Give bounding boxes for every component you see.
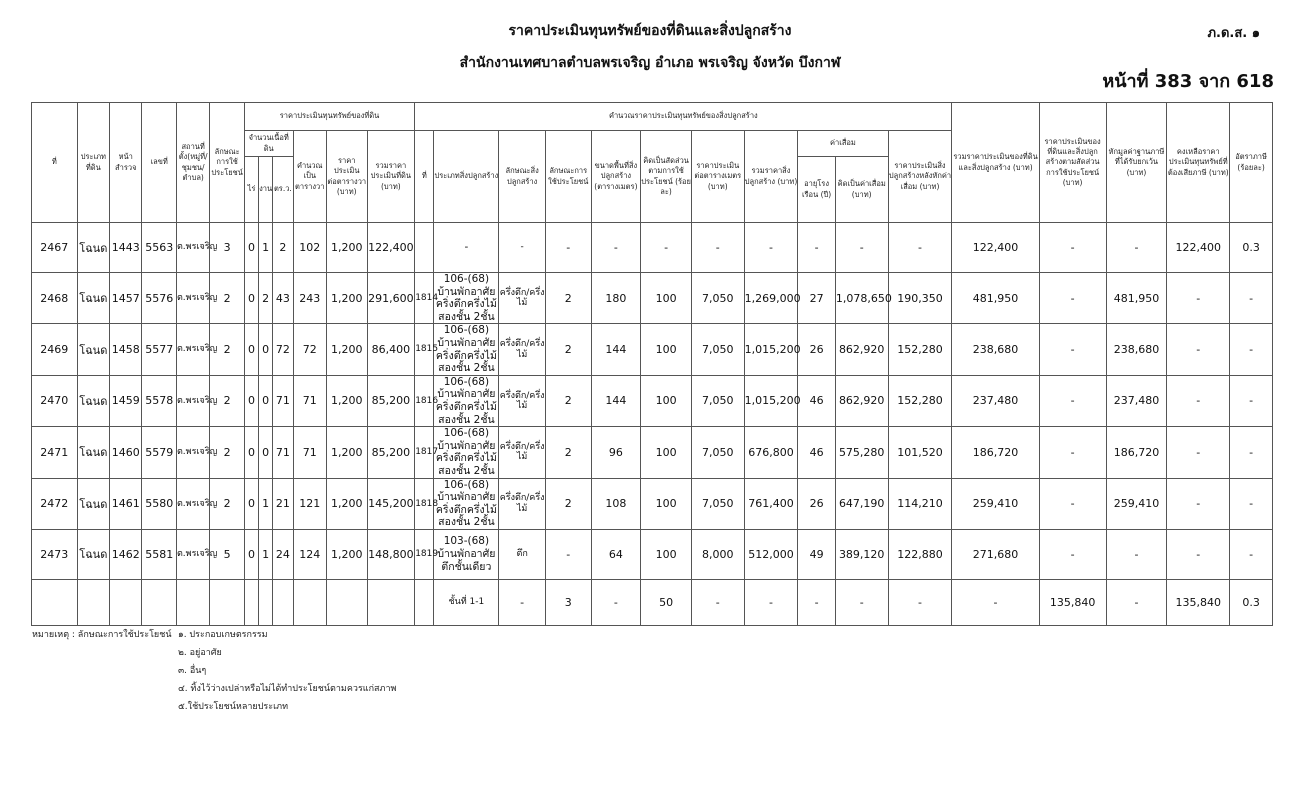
- cell-b-total: 1,015,200: [744, 324, 798, 375]
- total-cell-deduction: -: [1106, 579, 1167, 625]
- cell-rai: 0: [244, 529, 258, 579]
- cell-b-price-sqm: 7,050: [691, 478, 744, 529]
- table-row: [32, 529, 1273, 579]
- cell-by-ratio: -: [1039, 529, 1106, 579]
- total-cell-grand-total: -: [952, 579, 1039, 625]
- cell-usage: 3: [210, 223, 244, 273]
- cell-b-price-sqm: 7,050: [691, 324, 744, 375]
- cell-b-usage: -: [545, 223, 591, 273]
- cell-tax-rate: 0.3: [1230, 223, 1273, 273]
- cell-b-type: 106-(68) บ้านพักอาศัยคริ่งตึกครึ่งไม้สองชั้น 2ชั้น: [435, 427, 497, 477]
- cell-b-usage: 2: [545, 478, 591, 529]
- cell-survey-page: 1460: [110, 427, 142, 478]
- cell-remaining: -: [1167, 375, 1230, 426]
- total-cell-price-per-sqwa: [326, 579, 367, 625]
- total-cell-remaining: 135,840: [1167, 579, 1230, 625]
- cell-deduction: 238,680: [1106, 324, 1167, 375]
- cell-location: ต.พรเจริญ: [176, 324, 209, 375]
- cell-by-ratio: -: [1039, 478, 1106, 529]
- col-number: เลขที่: [142, 103, 176, 223]
- cell-deduction: 186,720: [1106, 427, 1167, 478]
- cell-number: 5581: [142, 529, 176, 579]
- cell-tax-rate: -: [1230, 427, 1273, 478]
- cell-remaining: -: [1167, 427, 1230, 478]
- table-row: [32, 324, 1273, 375]
- cell-sqwa: 71: [273, 427, 293, 478]
- total-cell-b-total: -: [744, 579, 798, 625]
- total-cell-sqwa: [273, 579, 293, 625]
- total-cell-tax-rate: 0.3: [1230, 579, 1273, 625]
- cell-land-type: โฉนด: [77, 375, 109, 426]
- cell-number: 5579: [142, 427, 176, 478]
- cell-grand-total: 259,410: [952, 478, 1039, 529]
- cell-land-type: โฉนด: [77, 427, 109, 478]
- cell-b-area: 96: [591, 427, 641, 478]
- col-b-no: ที่: [415, 131, 434, 223]
- cell-b-type: 106-(68) บ้านพักอาศัยคริ่งตึกครึ่งไม้สองชั้น 2ชั้น: [435, 324, 497, 375]
- cell-deduction: 481,950: [1106, 273, 1167, 324]
- total-cell-b-usage: 3: [545, 579, 591, 625]
- cell-b-area: 144: [591, 375, 641, 426]
- cell-b-no: 1819: [415, 529, 434, 579]
- cell-b-area: 108: [591, 478, 641, 529]
- cell-land-total: 145,200: [367, 478, 415, 529]
- cell-b-usage: 2: [545, 324, 591, 375]
- col-b-usage: ลักษณะการใช้ประโยชน์: [545, 131, 591, 223]
- cell-usage: 2: [210, 427, 244, 478]
- col-remaining: คงเหลือราคาประเมินทุนทรัพย์ที่ต้องเสียภาษี (บาท): [1167, 103, 1230, 223]
- cell-b-ratio: 100: [641, 375, 692, 426]
- col-b-after-dep: ราคาประเมินสิ่งปลูกสร้างหลังหักค่าเสื่อม (บาท): [888, 131, 952, 223]
- cell-number: 5577: [142, 324, 176, 375]
- cell-b-price-sqm: 7,050: [691, 427, 744, 478]
- total-cell-b-after-dep: -: [888, 579, 952, 625]
- col-b-price-sqm: ราคาประเมินต่อตารางเมตร (บาท): [691, 131, 744, 223]
- cell-remaining: 122,400: [1167, 223, 1230, 273]
- cell-b-total: 1,269,000: [744, 273, 798, 324]
- cell-rai: 0: [244, 324, 258, 375]
- col-b-dep: คิดเป็นค่าเสื่อม (บาท): [835, 157, 888, 223]
- cell-by-ratio: -: [1039, 375, 1106, 426]
- cell-b-ratio: 100: [641, 324, 692, 375]
- cell-price-per-sqwa: 1,200: [326, 324, 367, 375]
- cell-b-age: 27: [798, 273, 836, 324]
- cell-no: 2468: [32, 273, 78, 324]
- cell-by-ratio: -: [1039, 427, 1106, 478]
- total-cell-ngan: [259, 579, 273, 625]
- cell-number: 5580: [142, 478, 176, 529]
- cell-no: 2471: [32, 427, 78, 478]
- cell-ngan: 1: [259, 478, 273, 529]
- cell-ngan: 1: [259, 223, 273, 273]
- col-b-type: ประเภทสิ่งปลูกสร้าง: [434, 131, 499, 223]
- cell-b-total: 512,000: [744, 529, 798, 579]
- group-land: ราคาประเมินทุนทรัพย์ของที่ดิน: [244, 103, 414, 131]
- col-usage: ลักษณะการใช้ประโยชน์: [210, 103, 244, 223]
- cell-land-type: โฉนด: [77, 529, 109, 579]
- document-subtitle: สำนักงานเทศบาลตำบลพรเจริญ อำเภอ พรเจริญ จังหวัด บึงกาฬ: [459, 55, 841, 71]
- cell-b-ratio: 100: [641, 478, 692, 529]
- cell-b-kind: ครึ่งตึก/ครึ่งไม้: [499, 375, 546, 426]
- cell-price-per-sqwa: 1,200: [326, 478, 367, 529]
- cell-b-type: 106-(68) บ้านพักอาศัยคริ่งตึกครึ่งไม้สองชั้น 2ชั้น: [435, 375, 497, 426]
- col-price-per-sqwa: ราคาประเมินต่อตารางวา (บาท): [326, 131, 367, 223]
- cell-no: 2473: [32, 529, 78, 579]
- col-by-ratio: ราคาประเมินของที่ดินและสิ่งปลูกสร้างตามสัดส่วนการใช้ประโยชน์ (บาท): [1039, 103, 1106, 223]
- cell-price-per-sqwa: 1,200: [326, 375, 367, 426]
- col-b-total: รวมราคาสิ่งปลูกสร้าง (บาท): [744, 131, 798, 223]
- table-row: [32, 273, 1273, 324]
- cell-b-age: -: [798, 223, 836, 273]
- notes: [32, 626, 396, 716]
- cell-remaining: -: [1167, 324, 1230, 375]
- cell-b-dep: 862,920: [835, 324, 888, 375]
- cell-b-kind: ครึ่งตึก/ครึ่งไม้: [499, 478, 546, 529]
- col-no: ที่: [32, 103, 78, 223]
- cell-b-area: 180: [591, 273, 641, 324]
- col-b-area: ขนาดพื้นที่สิ่งปลูกสร้าง (ตารางเมตร): [591, 131, 641, 223]
- group-building: คำนวณราคาประเมินทุนทรัพย์ของสิ่งปลูกสร้าง: [415, 103, 952, 131]
- cell-b-after-dep: 122,880: [888, 529, 952, 579]
- cell-b-total: 676,800: [744, 427, 798, 478]
- table-row: [32, 375, 1273, 426]
- cell-calc-sqwa: 71: [293, 375, 326, 426]
- cell-tax-rate: -: [1230, 529, 1273, 579]
- note-text: ๕.ใช้ประโยชน์หลายประเภท: [178, 702, 289, 712]
- note-text: ๔. ทิ้งไว้ว่างเปล่าหรือไม่ได้ทำประโยชน์ตามควรแก่สภาพ: [178, 684, 397, 694]
- cell-b-area: 64: [591, 529, 641, 579]
- cell-land-type: โฉนด: [77, 223, 109, 273]
- cell-b-ratio: 100: [641, 427, 692, 478]
- total-cell-rai: [244, 579, 258, 625]
- cell-b-kind: ตึก: [499, 529, 546, 579]
- cell-by-ratio: -: [1039, 273, 1106, 324]
- col-b-kind: ลักษณะสิ่งปลูกสร้าง: [499, 131, 546, 223]
- cell-b-total: -: [744, 223, 798, 273]
- cell-land-type: โฉนด: [77, 273, 109, 324]
- cell-b-type: -: [434, 223, 499, 273]
- cell-b-usage: 2: [545, 427, 591, 478]
- cell-b-after-dep: 101,520: [888, 427, 952, 478]
- cell-sqwa: 71: [273, 375, 293, 426]
- col-ngan: งาน: [259, 157, 273, 223]
- col-b-ratio: คิดเป็นสัดส่วนตามการใช้ประโยชน์ (ร้อยละ): [641, 131, 692, 223]
- cell-tax-rate: -: [1230, 478, 1273, 529]
- cell-ngan: 0: [259, 427, 273, 478]
- cell-grand-total: 238,680: [952, 324, 1039, 375]
- total-cell-number: [142, 579, 176, 625]
- cell-tax-rate: -: [1230, 273, 1273, 324]
- cell-b-after-dep: 190,350: [888, 273, 952, 324]
- cell-land-total: 148,800: [367, 529, 415, 579]
- cell-b-dep: 389,120: [835, 529, 888, 579]
- cell-deduction: -: [1106, 529, 1167, 579]
- cell-no: 2470: [32, 375, 78, 426]
- total-cell-calc-sqwa: [293, 579, 326, 625]
- cell-price-per-sqwa: 1,200: [326, 273, 367, 324]
- cell-ngan: 0: [259, 324, 273, 375]
- cell-tax-rate: -: [1230, 375, 1273, 426]
- total-cell-survey-page: [110, 579, 142, 625]
- document-title: ราคาประเมินทุนทรัพย์ของที่ดินและสิ่งปลูกสร้าง: [508, 23, 792, 39]
- cell-b-total: 1,015,200: [744, 375, 798, 426]
- cell-location: ต.พรเจริญ: [176, 223, 209, 273]
- cell-land-total: 291,600: [367, 273, 415, 324]
- cell-grand-total: 481,950: [952, 273, 1039, 324]
- cell-calc-sqwa: 72: [293, 324, 326, 375]
- cell-by-ratio: -: [1039, 324, 1106, 375]
- cell-remaining: -: [1167, 478, 1230, 529]
- total-cell-b-area: -: [591, 579, 641, 625]
- cell-grand-total: 271,680: [952, 529, 1039, 579]
- cell-b-no: [415, 223, 434, 273]
- cell-usage: 2: [210, 273, 244, 324]
- col-land-total: รวมราคาประเมินที่ดิน (บาท): [367, 131, 415, 223]
- cell-b-kind: ครึ่งตึก/ครึ่งไม้: [499, 324, 546, 375]
- cell-remaining: -: [1167, 529, 1230, 579]
- total-cell-usage: [210, 579, 244, 625]
- note-item: [32, 626, 396, 644]
- cell-ngan: 1: [259, 529, 273, 579]
- cell-land-total: 85,200: [367, 375, 415, 426]
- page-info: หน้าที่ 383 จาก 618: [1102, 71, 1274, 92]
- cell-b-age: 46: [798, 375, 836, 426]
- cell-b-after-dep: 152,280: [888, 375, 952, 426]
- note-text: ๓. อื่นๆ: [178, 666, 207, 676]
- cell-survey-page: 1458: [110, 324, 142, 375]
- cell-b-dep: 647,190: [835, 478, 888, 529]
- cell-usage: 5: [210, 529, 244, 579]
- cell-number: 5578: [142, 375, 176, 426]
- cell-b-dep: 1,078,650: [835, 273, 888, 324]
- note-item: [32, 680, 396, 698]
- cell-deduction: 237,480: [1106, 375, 1167, 426]
- cell-b-age: 26: [798, 478, 836, 529]
- cell-price-per-sqwa: 1,200: [326, 223, 367, 273]
- table-row: [32, 427, 1273, 478]
- cell-usage: 2: [210, 375, 244, 426]
- cell-b-ratio: 100: [641, 273, 692, 324]
- cell-usage: 2: [210, 478, 244, 529]
- total-cell-b-type: ชั้นที่ 1-1: [434, 579, 499, 625]
- cell-b-kind: ครึ่งตึก/ครึ่งไม้: [499, 273, 546, 324]
- cell-b-type: 103-(68) บ้านพักอาศัยตึกชั้นเดียว: [434, 529, 499, 579]
- cell-survey-page: 1443: [110, 223, 142, 273]
- cell-calc-sqwa: 121: [293, 478, 326, 529]
- cell-b-price-sqm: 7,050: [691, 273, 744, 324]
- cell-b-after-dep: -: [888, 223, 952, 273]
- cell-b-usage: 2: [545, 273, 591, 324]
- notes-prefix: หมายเหตุ : ลักษณะการใช้ประโยชน์: [32, 630, 172, 640]
- cell-b-kind: ครึ่งตึก/ครึ่งไม้: [499, 427, 546, 478]
- cell-grand-total: 186,720: [952, 427, 1039, 478]
- col-rai: ไร่: [244, 157, 258, 223]
- cell-b-no: 1814: [415, 273, 434, 324]
- cell-b-type: 106-(68) บ้านพักอาศัยคริ่งตึกครึ่งไม้สองชั้น 2ชั้น: [435, 478, 497, 529]
- cell-b-total: 761,400: [744, 478, 798, 529]
- cell-b-age: 26: [798, 324, 836, 375]
- cell-b-dep: 862,920: [835, 375, 888, 426]
- cell-calc-sqwa: 124: [293, 529, 326, 579]
- cell-rai: 0: [244, 273, 258, 324]
- cell-usage: 2: [210, 324, 244, 375]
- cell-b-usage: -: [545, 529, 591, 579]
- cell-b-area: 144: [591, 324, 641, 375]
- cell-rai: 0: [244, 427, 258, 478]
- col-deduction: หักมูลค่าฐานภาษีที่ได้รับยกเว้น (บาท): [1106, 103, 1167, 223]
- col-calc-sqwa: คำนวณเป็นตารางวา: [293, 131, 326, 223]
- note-item: [32, 662, 396, 680]
- cell-b-price-sqm: -: [691, 223, 744, 273]
- table-row: [32, 223, 1273, 273]
- col-survey-page: หน้าสำรวจ: [110, 103, 142, 223]
- cell-b-dep: -: [835, 223, 888, 273]
- cell-calc-sqwa: 243: [293, 273, 326, 324]
- cell-grand-total: 122,400: [952, 223, 1039, 273]
- total-cell-b-age: -: [798, 579, 836, 625]
- cell-no: 2472: [32, 478, 78, 529]
- cell-deduction: -: [1106, 223, 1167, 273]
- total-cell-location: [176, 579, 209, 625]
- cell-survey-page: 1459: [110, 375, 142, 426]
- cell-land-total: 86,400: [367, 324, 415, 375]
- cell-b-price-sqm: 7,050: [691, 375, 744, 426]
- col-land-type: ประเภทที่ดิน: [77, 103, 109, 223]
- total-cell-b-dep: -: [835, 579, 888, 625]
- cell-land-type: โฉนด: [77, 478, 109, 529]
- cell-location: ต.พรเจริญ: [176, 529, 209, 579]
- cell-number: 5576: [142, 273, 176, 324]
- col-tax-rate: อัตราภาษี (ร้อยละ): [1230, 103, 1273, 223]
- total-cell-b-ratio: 50: [641, 579, 692, 625]
- cell-ngan: 0: [259, 375, 273, 426]
- cell-b-kind: -: [499, 223, 546, 273]
- cell-no: 2467: [32, 223, 78, 273]
- cell-survey-page: 1462: [110, 529, 142, 579]
- cell-sqwa: 2: [273, 223, 293, 273]
- cell-b-ratio: 100: [641, 529, 692, 579]
- cell-b-price-sqm: 8,000: [691, 529, 744, 579]
- table-row: [32, 478, 1273, 529]
- cell-b-usage: 2: [545, 375, 591, 426]
- cell-location: ต.พรเจริญ: [176, 273, 209, 324]
- cell-b-no: 1816: [415, 375, 434, 426]
- cell-sqwa: 21: [273, 478, 293, 529]
- cell-no: 2469: [32, 324, 78, 375]
- cell-survey-page: 1457: [110, 273, 142, 324]
- total-cell-b-kind: -: [499, 579, 546, 625]
- cell-by-ratio: -: [1039, 223, 1106, 273]
- cell-grand-total: 237,480: [952, 375, 1039, 426]
- total-cell-b-price-sqm: -: [691, 579, 744, 625]
- cell-b-after-dep: 152,280: [888, 324, 952, 375]
- cell-price-per-sqwa: 1,200: [326, 427, 367, 478]
- col-grand-total: รวมราคาประเมินของที่ดินและสิ่งปลูกสร้าง (บาท): [952, 103, 1039, 223]
- form-code: ภ.ด.ส. ๑: [1207, 26, 1260, 41]
- total-cell-no: [32, 579, 78, 625]
- cell-b-age: 46: [798, 427, 836, 478]
- cell-b-after-dep: 114,210: [888, 478, 952, 529]
- cell-land-type: โฉนด: [77, 324, 109, 375]
- cell-survey-page: 1461: [110, 478, 142, 529]
- note-text: ๒. อยู่อาศัย: [178, 648, 222, 658]
- cell-location: ต.พรเจริญ: [176, 375, 209, 426]
- cell-b-no: 1815: [415, 324, 434, 375]
- cell-calc-sqwa: 102: [293, 223, 326, 273]
- cell-b-area: -: [591, 223, 641, 273]
- cell-b-no: 1818: [415, 478, 434, 529]
- cell-location: ต.พรเจริญ: [176, 478, 209, 529]
- cell-location: ต.พรเจริญ: [176, 427, 209, 478]
- total-cell-b-no: [415, 579, 434, 625]
- total-row: [32, 579, 1273, 625]
- cell-rai: 0: [244, 223, 258, 273]
- cell-b-no: 1817: [415, 427, 434, 478]
- cell-land-total: 85,200: [367, 427, 415, 478]
- cell-tax-rate: -: [1230, 324, 1273, 375]
- cell-b-dep: 575,280: [835, 427, 888, 478]
- cell-sqwa: 72: [273, 324, 293, 375]
- cell-rai: 0: [244, 375, 258, 426]
- cell-number: 5563: [142, 223, 176, 273]
- cell-deduction: 259,410: [1106, 478, 1167, 529]
- cell-b-ratio: -: [641, 223, 692, 273]
- total-cell-land-total: [367, 579, 415, 625]
- col-sqwa: ตร.ว.: [273, 157, 293, 223]
- group-depreciation: ค่าเสื่อม: [798, 131, 888, 157]
- col-b-age: อายุโรงเรือน (ปี): [798, 157, 836, 223]
- cell-rai: 0: [244, 478, 258, 529]
- note-item: [32, 698, 396, 716]
- cell-sqwa: 24: [273, 529, 293, 579]
- cell-remaining: -: [1167, 273, 1230, 324]
- assessment-table: [31, 102, 1273, 626]
- cell-ngan: 2: [259, 273, 273, 324]
- total-cell-land-type: [77, 579, 109, 625]
- cell-price-per-sqwa: 1,200: [326, 529, 367, 579]
- group-land-area: จำนวนเนื้อที่ดิน: [244, 131, 293, 157]
- cell-b-age: 49: [798, 529, 836, 579]
- col-location: สถานที่ตั้ง(หมู่ที่/ชุมชน/ตำบล): [176, 103, 209, 223]
- total-cell-by-ratio: 135,840: [1039, 579, 1106, 625]
- note-item: [32, 644, 396, 662]
- cell-land-total: 122,400: [367, 223, 415, 273]
- cell-b-type: 106-(68) บ้านพักอาศัยคริ่งตึกครึ่งไม้สองชั้น 2ชั้น: [435, 273, 497, 323]
- cell-sqwa: 43: [273, 273, 293, 324]
- cell-calc-sqwa: 71: [293, 427, 326, 478]
- note-text: ๑. ประกอบเกษตรกรรม: [178, 630, 268, 640]
